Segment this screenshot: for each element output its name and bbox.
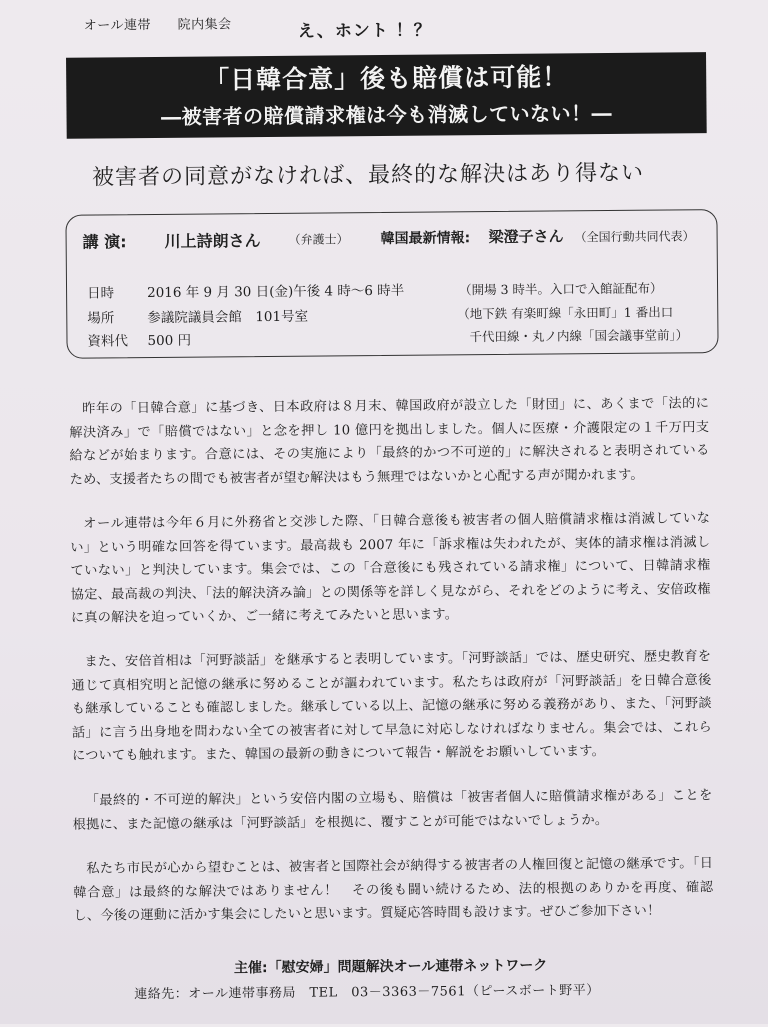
title-banner [66, 52, 707, 139]
place-value: 参議院議員会館 101号室 [147, 308, 309, 327]
page-subtitle: 被害者の同意がなければ、最終的な解決はあり得ない [91, 160, 645, 191]
paragraph-5: 私たち市民が心から望むことは、被害者と国際社会が納得する被害者の人権回復と記憶の継承です。「日韓合意」は最終的な解決ではありません！ その後も闘い続けるため、法的根拠のありかを再度、確認し、今後の運動に活かす集会にしたいと思います。質疑応答時間も設けます。ぜひご参加下さい！ [73, 856, 714, 924]
event-info-box [65, 209, 718, 359]
korea-name: 梁澄子さん [488, 227, 564, 247]
open-note: （開場 3 時半。入口で入館証配布） [458, 280, 663, 298]
korea-role: （全国行動共同代表） [574, 229, 695, 245]
fee-label: 資料代 [87, 333, 129, 350]
speaker-name: 川上詩朗さん [164, 231, 261, 251]
body-paragraph [70, 507, 711, 630]
header-tagline: え、ホント ！？ [297, 20, 432, 42]
body-paragraph [71, 645, 712, 768]
paragraph-1: 昨年の「日韓合意」に基づき、日本政府は８月末、韓国政府が設立した「財団」に、あくまで「法的に解決済み」で「賠償ではない」と念を押し 10 億円を拠出しました。個人に医療・介護限定の１千万円支給などが始まります。合意には、その実施により「最終的かつ不可逆的」に解決されると表明されているため、支援者たちの間でも被害者が望む解決はもう無理ではないかと心配する声が聞かれます。 [69, 396, 710, 488]
paragraph-3: また、安倍首相は「河野談話」を継承すると表明しています。「河野談話」では、歴史研究、歴史教育を通じて真相究明と記憶の継承に努めることが謳われています。私たちは政府が「河野談話」を日韓合意後も継承していることも確認しました。継承している以上、記憶の継承に努める義務があり、また、「河野談話」に言う出身地を問わない全ての被害者に対して早急に対応しなければなりません。集会では、これらについても触れます。また、韓国の最新の動きについて報告・解説をお願いしています。 [71, 649, 712, 764]
speaker-label: 講 演: [82, 232, 127, 252]
korea-label: 韓国最新情報: [380, 230, 471, 248]
body-paragraph [69, 392, 710, 492]
banner-subtitle: ―被害者の賠償請求権は今も消滅していない！― [160, 100, 613, 129]
place-label: 場所 [87, 310, 115, 327]
contact-info: 連絡先：オール連帯事務局 TEL 03－3363－7561（ピースボート野平） [134, 983, 600, 1003]
fee-value: 500 円 [147, 332, 192, 350]
date-label: 日時 [87, 285, 115, 302]
body-paragraph [73, 852, 714, 928]
date-value: 2016 年 9 月 30 日(金)午後 4 時～6 時半 [147, 282, 405, 302]
paragraph-2: オール連帯は今年６月に外務省と交渉した際、「日韓合意後も被害者の個人賠償請求権は消滅していない」という明確な回答を得ています。最高裁も 2007 年に「訴求権は失われたが、実体的請求権は消滅していない」と判決しています。集会では、この「合意後にも残されている請求権」について、日韓請求権協定、最高裁の判決、「法的解決済み論」との関係等を詳しく見ながら、それをどのように考え、安倍政権に真の解決を迫っていくか、ご一緒に考えてみたいと思います。 [70, 511, 711, 626]
speaker-role: （弁護士） [288, 232, 349, 247]
banner-title: 「日韓合意」後も賠償は可能！ [204, 62, 569, 95]
access-line-1: （地下鉄 有楽町線「永田町」1 番出口 [457, 304, 674, 322]
body-paragraph [72, 784, 712, 837]
org-name: オール連帯 [83, 18, 152, 34]
event-type: 院内集会 [177, 17, 232, 33]
access-line-2: 千代田線・丸ノ内線「国会議事堂前」） [469, 327, 689, 345]
header-left [84, 13, 254, 33]
paragraph-4: 「最終的・不可逆的解決」という安倍内閣の立場も、賠償は「被害者個人に賠償請求権がある」ことを根拠に、また記憶の継承は「河野談話」を根拠に、覆すことが可能ではないでしょうか。 [72, 788, 713, 833]
organizer: 主催:「慰安婦」問題解決オール連帯ネットワーク [233, 957, 548, 977]
